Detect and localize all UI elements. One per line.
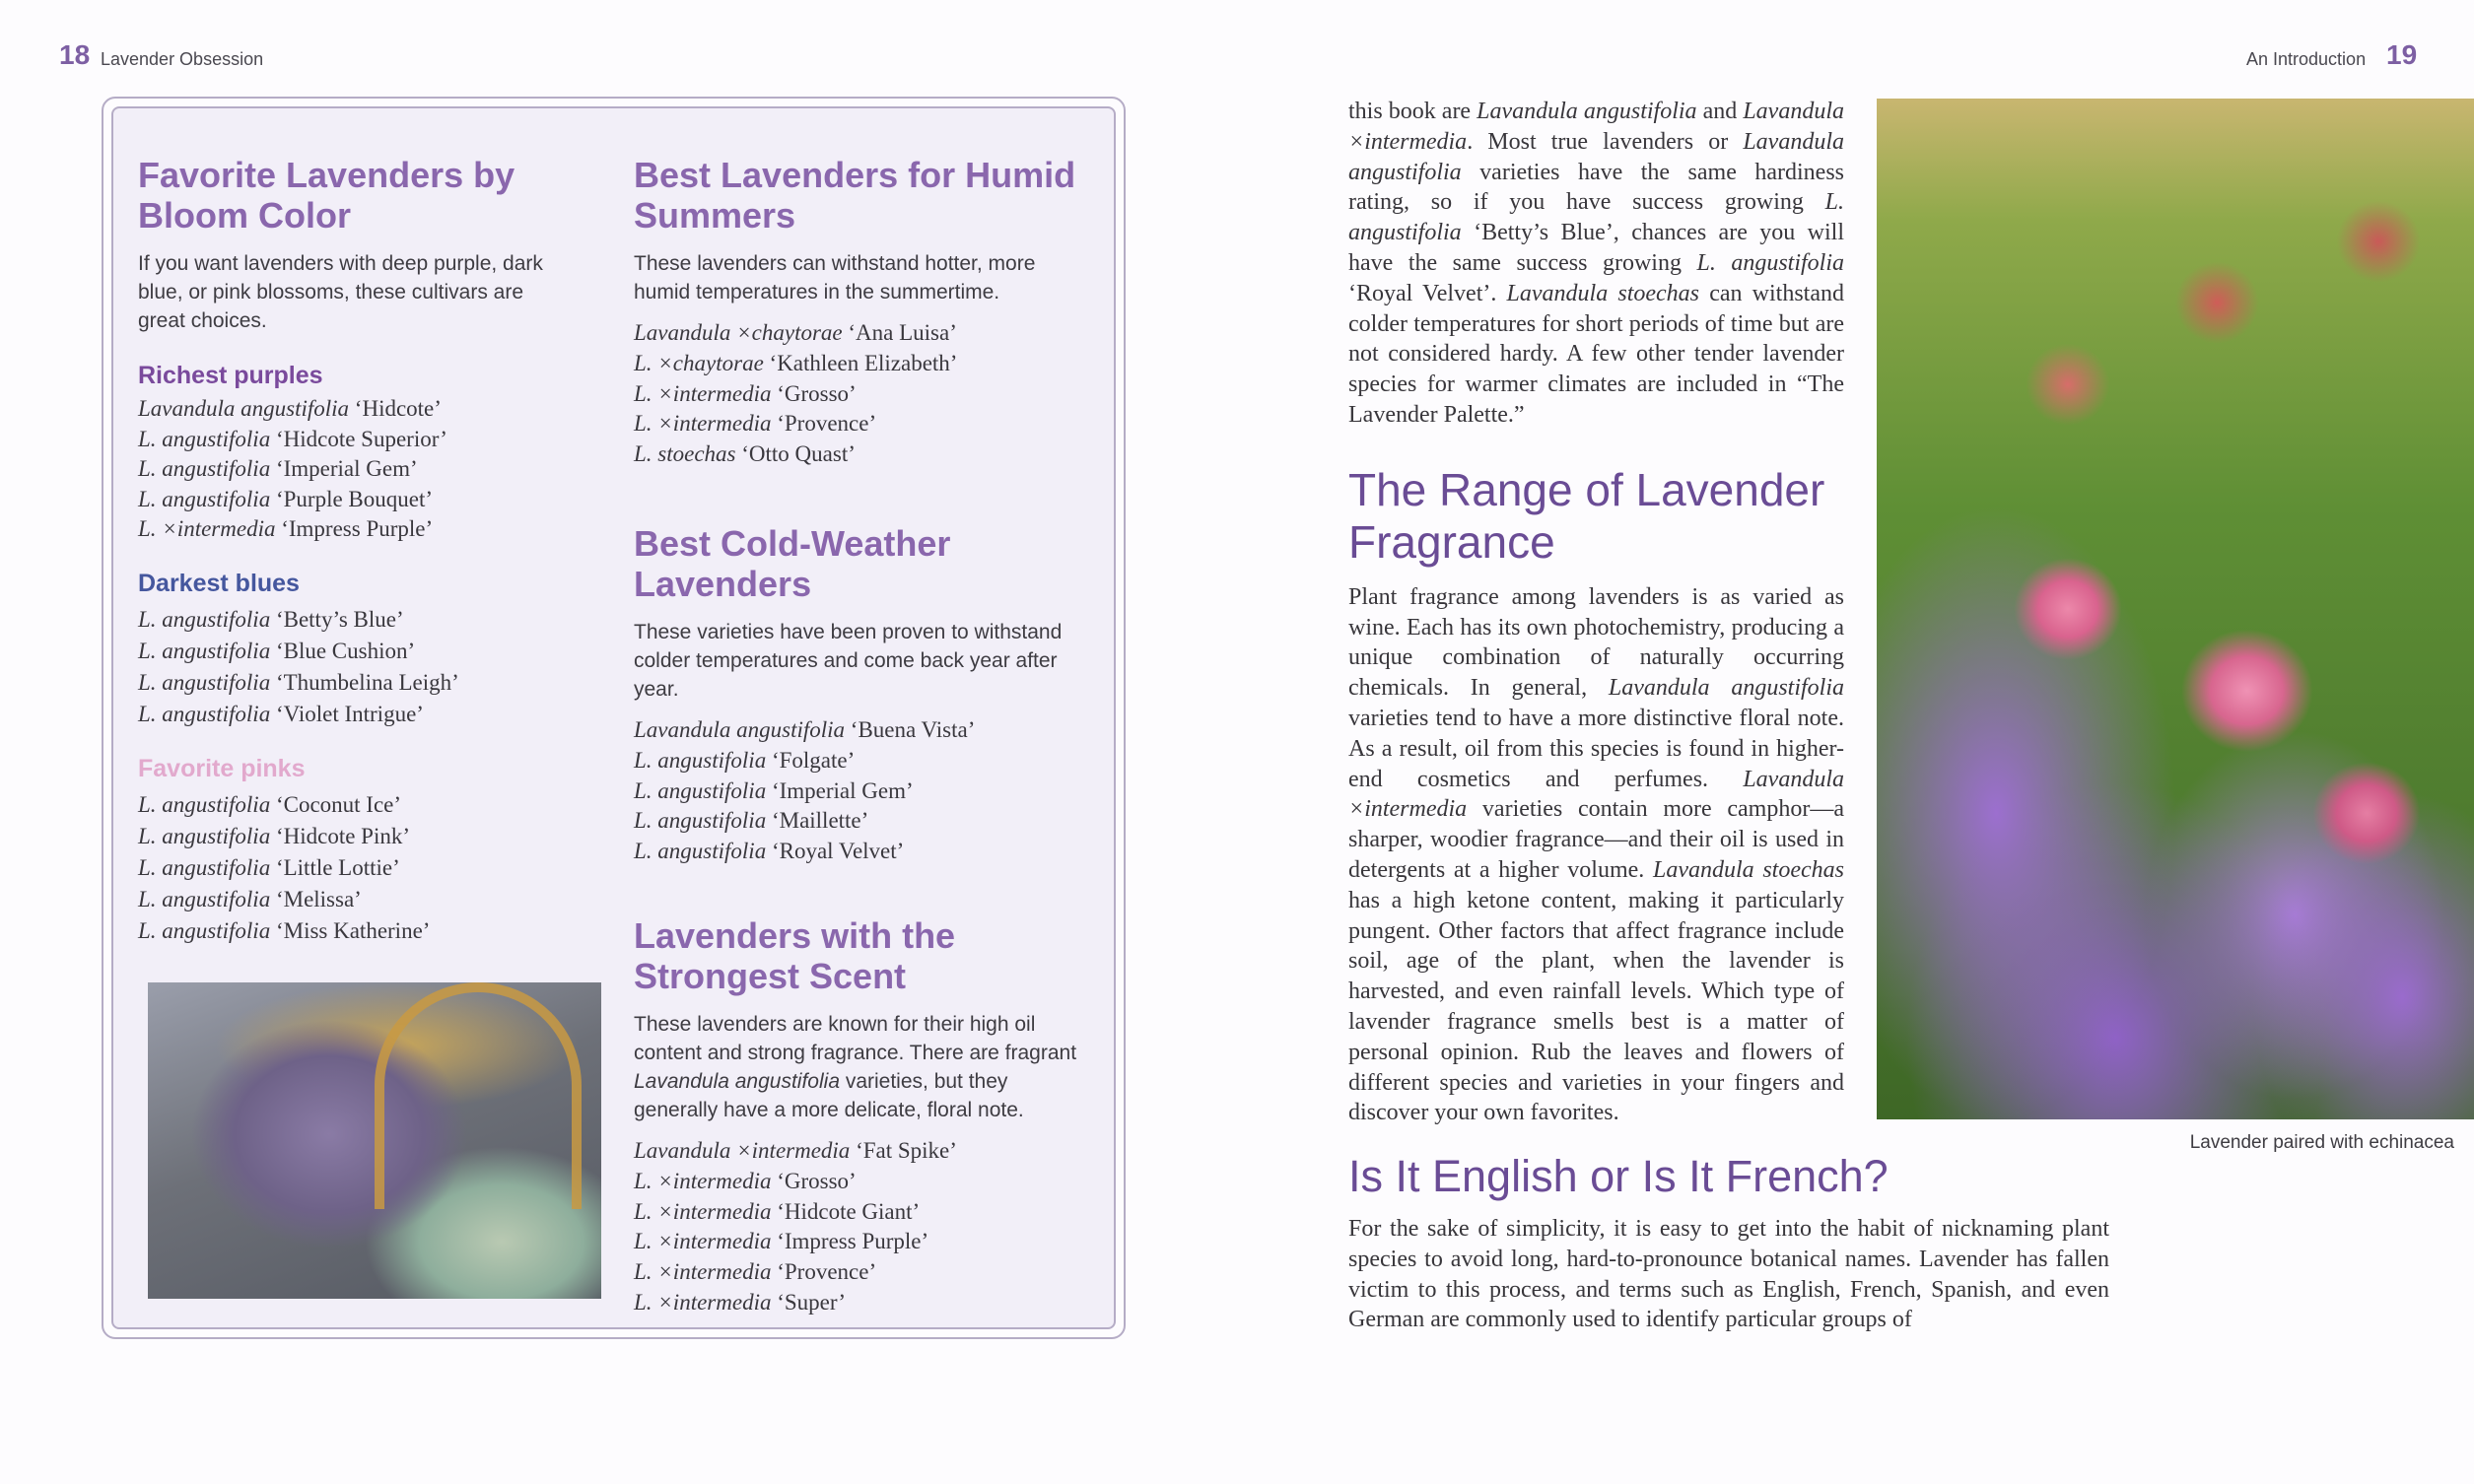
list-item: L. ×intermedia ‘Impress Purple’ xyxy=(138,516,434,541)
richest-purples-title: Richest purples xyxy=(138,362,323,389)
lavender-basket-photo xyxy=(148,982,601,1299)
page-number-left: 18 xyxy=(59,39,91,70)
humid-section xyxy=(634,155,1097,470)
echinacea-lavender-photo xyxy=(1877,99,2474,1119)
darkest-blues-list xyxy=(138,604,572,730)
list-item: Lavandula ×intermedia ‘Fat Spike’ xyxy=(634,1138,957,1163)
list-item: L. ×intermedia ‘Provence’ xyxy=(634,411,877,437)
list-item: L. ×intermedia ‘Grosso’ xyxy=(634,1168,857,1193)
list-item: L. angustifolia ‘Violet Intrigue’ xyxy=(138,701,424,726)
favorite-pinks-title: Favorite pinks xyxy=(138,754,306,782)
list-item: L. angustifolia ‘Hidcote Superior’ xyxy=(138,426,447,451)
bloom-color-heading: Favorite Lavenders by Bloom Color xyxy=(138,155,515,236)
list-item: L. angustifolia ‘Imperial Gem’ xyxy=(138,456,418,481)
list-item: L. ×intermedia ‘Super’ xyxy=(634,1289,847,1315)
list-item: L. angustifolia ‘Blue Cushion’ xyxy=(138,638,416,663)
sidebar-box xyxy=(102,97,1126,1339)
list-item: L. ×intermedia ‘Hidcote Giant’ xyxy=(634,1198,921,1224)
list-item: L. ×chaytorae ‘Kathleen Elizabeth’ xyxy=(634,350,958,375)
fragrance-heading: The Range of Lavender Fragrance xyxy=(1348,463,1825,568)
page-number-right: 19 xyxy=(2386,39,2418,70)
richest-purples-list xyxy=(138,394,572,545)
bloom-color-section xyxy=(138,155,572,947)
cold-section xyxy=(634,523,1097,867)
list-item: Lavandula angustifolia ‘Buena Vista’ xyxy=(634,717,976,742)
basket-handle xyxy=(375,982,582,1209)
list-item: Lavandula ×chaytorae ‘Ana Luisa’ xyxy=(634,320,957,345)
english-paragraph: For the sake of simplicity, it is easy to get into the habit of nicknaming plant species to avoid long, hard-to-pronounce botanical names. Lavender has fallen victim to this process, and terms such as English, French, Spanish, and even German are commonly used to identify particular groups of xyxy=(1348,1216,2109,1333)
list-item: L. ×intermedia ‘Provence’ xyxy=(634,1259,877,1285)
list-item: L. angustifolia ‘Thumbelina Leigh’ xyxy=(138,669,459,695)
fragrance-paragraph: Plant fragrance among lavenders is as varied as wine. Each has its own photochemistry, producing a unique combination of naturally occurring chemicals. In general, Lavandula angustifolia varieties tend to have a more distinctive floral note. As a result, oil from this species is found in higher-end cosmetics and perfumes. Lavandula ×intermedia varieties contain more camphor—a sharper, woodier fragrance—and their oil is used in detergents at a higher volume. Lavandula stoechas has a high ketone content, making it particularly pungent. Other factors that affect fragrance include soil, age of the plant, when the lavender is harvested, and even rainfall levels. Which type of lavender fragrance smells best is a matter of personal opinion. Rub the leaves and flowers of different species and varieties in your fingers and discover your own favorites. xyxy=(1348,583,1844,1126)
scent-list xyxy=(634,1136,1097,1318)
english-section xyxy=(1348,1151,2109,1335)
list-item: L. angustifolia ‘Royal Velvet’ xyxy=(634,839,905,864)
english-heading: Is It English or Is It French? xyxy=(1348,1151,1889,1201)
list-item: L. angustifolia ‘Purple Bouquet’ xyxy=(138,486,434,511)
sidebar-panel xyxy=(111,106,1116,1329)
humid-list xyxy=(634,318,1097,470)
humid-heading: Best Lavenders for Humid Summers xyxy=(634,155,1076,236)
continued-paragraph: this book are Lavandula angustifolia and Lavandula ×intermedia. Most true lavenders or Lavandula angustifolia varieties have the same hardiness rating, so if you have success growing L. angustifolia ‘Betty’s Blue’, chances are you will have the same success growing L. angustifolia ‘Royal Velvet’. Lavandula stoechas can withstand colder temperatures for short periods of time but are not considered hardy. A few other tender lavender species for warmer climates are included in “The Lavender Palette.” xyxy=(1348,99,1845,428)
list-item: L. ×intermedia ‘Impress Purple’ xyxy=(634,1229,929,1254)
cold-heading: Best Cold-Weather Lavenders xyxy=(634,523,951,604)
list-item: L. angustifolia ‘Imperial Gem’ xyxy=(634,777,914,803)
list-item: L. angustifolia ‘Miss Katherine’ xyxy=(138,917,431,943)
list-item: L. angustifolia ‘Maillette’ xyxy=(634,808,869,834)
running-head-right: An Introduction xyxy=(2246,49,2367,69)
darkest-blues-title: Darkest blues xyxy=(138,569,300,597)
list-item: Lavandula angustifolia ‘Hidcote’ xyxy=(138,396,442,421)
list-item: L. angustifolia ‘Coconut Ice’ xyxy=(138,791,402,817)
bloom-color-intro: If you want lavenders with deep purple, dark blue, or pink blossoms, these cultivars are great choices. xyxy=(138,252,543,332)
list-item: L. angustifolia ‘Betty’s Blue’ xyxy=(138,606,404,632)
running-head-left: Lavender Obsession xyxy=(101,49,264,69)
humid-intro: These lavenders can withstand hotter, more humid temperatures in the summertime. xyxy=(634,252,1036,304)
scent-heading: Lavenders with the Strongest Scent xyxy=(634,915,956,996)
list-item: L. stoechas ‘Otto Quast’ xyxy=(634,441,856,467)
favorite-pinks-list xyxy=(138,789,572,947)
list-item: L. angustifolia ‘Little Lottie’ xyxy=(138,854,400,880)
scent-intro: These lavenders are known for their high oil content and strong fragrance. There are fragrant Lavandula angustifolia varieties, but they generally have a more delicate, floral note. xyxy=(634,1013,1077,1121)
list-item: L. angustifolia ‘Hidcote Pink’ xyxy=(138,823,411,848)
scent-section xyxy=(634,915,1097,1318)
cold-intro: These varieties have been proven to withstand colder temperatures and come back year after year. xyxy=(634,621,1063,701)
list-item: L. ×intermedia ‘Grosso’ xyxy=(634,380,857,406)
article-column xyxy=(1348,97,1844,1128)
list-item: L. angustifolia ‘Folgate’ xyxy=(634,747,856,773)
cold-list xyxy=(634,715,1097,867)
list-item: L. angustifolia ‘Melissa’ xyxy=(138,886,362,911)
photo-caption: Lavender paired with echinacea xyxy=(2189,1132,2454,1153)
